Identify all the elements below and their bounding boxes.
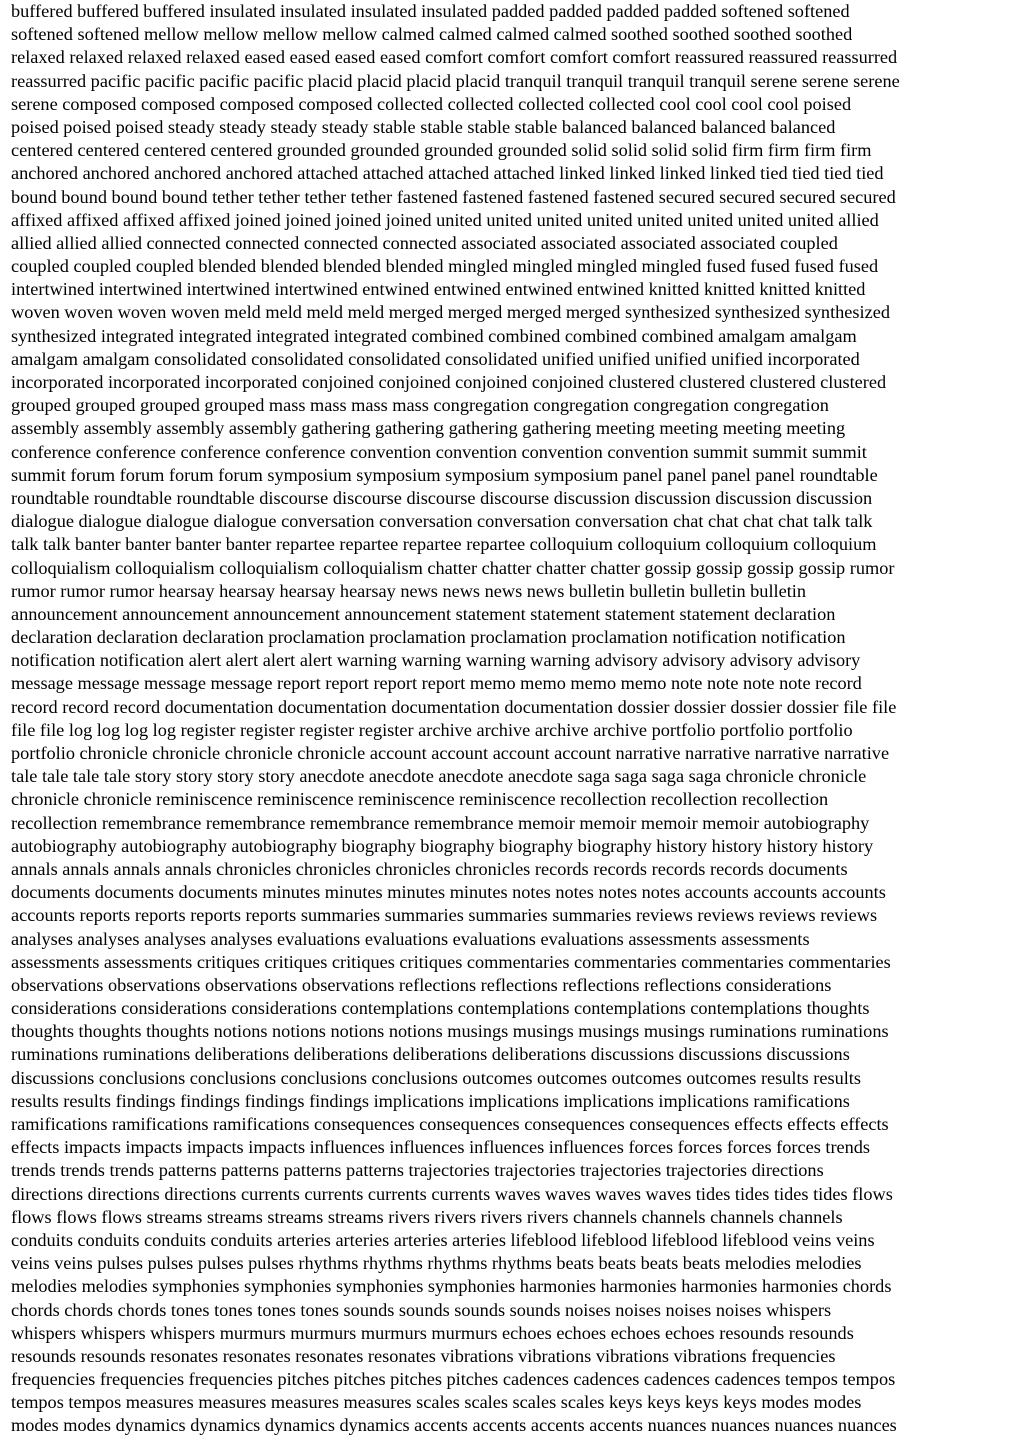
text-line: documents documents documents minutes minutes minutes minutes notes notes notes notes accounts accounts accounts	[11, 882, 886, 903]
text-line: relaxed relaxed relaxed relaxed eased eased eased eased comfort comfort comfort comfort reassured reassured reassurred	[11, 47, 898, 68]
text-line	[11, 1438, 1013, 1446]
text-line: roundtable roundtable roundtable discourse discourse discourse discourse discussion discussion discussion discussion	[11, 487, 873, 508]
text-line: flows flows flows streams streams streams streams rivers rivers rivers rivers channels channels channels channels	[11, 1206, 843, 1227]
text-line: amalgam amalgam consolidated consolidated consolidated consolidated unified unified unified unified incorporated	[11, 348, 860, 369]
text-line: announcement announcement announcement announcement statement statement statement statement declaration	[11, 603, 836, 624]
text-line: serene composed composed composed composed collected collected collected collected cool cool cool cool poised	[11, 93, 852, 114]
text-line: considerations considerations considerations contemplations contemplations contemplations contemplations thoughts	[11, 998, 870, 1019]
text-line: observations observations observations observations reflections reflections reflections reflections considerations	[11, 974, 832, 995]
text-line: portfolio chronicle chronicle chronicle chronicle account account account account narrative narrative narrative narrative	[11, 743, 890, 763]
text-line: resounds resounds resonates resonates resonates resonates vibrations vibrations vibrations vibrations frequencies	[11, 1345, 836, 1366]
text-line: veins veins pulses pulses pulses pulses rhythms rhythms rhythms rhythms beats beats beats beats melodies melodies	[11, 1253, 862, 1274]
text-line: message message message message report report report report memo memo memo memo note note note note record	[11, 673, 862, 694]
text-line: modes modes dynamics dynamics dynamics dynamics accents accents accents accents nuances nuances nuances nuances	[11, 1415, 897, 1436]
text-line: affixed affixed affixed affixed joined joined joined joined united united united united united united united united allied	[11, 209, 879, 230]
text-line: anchored anchored anchored anchored attached attached attached attached linked linked linked linked tied tied tied tied	[11, 163, 884, 184]
text-line: chronicle chronicle reminiscence reminiscence reminiscence reminiscence recollection recollection recollection	[11, 789, 829, 810]
text-line: notification notification alert alert alert alert warning warning warning warning advisory advisory advisory advisory	[11, 650, 861, 671]
text-line: thoughts thoughts thoughts notions notions notions notions musings musings musings musings ruminations ruminations	[11, 1021, 889, 1042]
text-line: allied allied allied connected connected connected connected associated associated associated associated coupled	[11, 232, 838, 253]
text-line: dialogue dialogue dialogue dialogue conversation conversation conversation conversation chat chat chat chat talk talk	[11, 511, 873, 532]
text-line: summit forum forum forum forum symposium symposium symposium symposium panel panel panel panel roundtable	[11, 464, 878, 485]
text-line: frequencies frequencies frequencies pitches pitches pitches pitches cadences cadences cadences cadences tempos tempos	[11, 1369, 896, 1390]
text-line: conduits conduits conduits conduits arteries arteries arteries arteries lifeblood lifeblood lifeblood lifeblood veins veins	[11, 1229, 875, 1250]
text-line: discussions conclusions conclusions conclusions conclusions outcomes outcomes outcomes outcomes results results	[11, 1067, 861, 1088]
text-line: rumor rumor rumor hearsay hearsay hearsay hearsay news news news news bulletin bulletin bulletin bulletin	[11, 580, 807, 601]
text-line: colloquialism colloquialism colloquialism colloquialism chatter chatter chatter chatter gossip gossip gossip gossip rumor	[11, 557, 895, 578]
text-line: ruminations ruminations deliberations deliberations deliberations deliberations discussions discussions discussions	[11, 1044, 850, 1065]
text-line: tale tale tale tale story story story story anecdote anecdote anecdote anecdote saga saga saga saga chronicle chronicle	[11, 766, 867, 787]
text-line: analyses analyses analyses analyses evaluations evaluations evaluations evaluations assessments assessments	[11, 928, 810, 949]
text-line: coupled coupled coupled blended blended blended blended mingled mingled mingled mingled fused fused fused fused	[11, 256, 879, 277]
text-line: record record record documentation documentation documentation documentation dossier dossier dossier dossier file file	[11, 696, 897, 717]
text-line: accounts reports reports reports reports summaries summaries summaries summaries reviews reviews reviews reviews	[11, 905, 878, 926]
text-line: assembly assembly assembly assembly gathering gathering gathering gathering meeting meeting meeting meeting	[11, 418, 846, 439]
text-line: incorporated incorporated incorporated conjoined conjoined conjoined conjoined clustered clustered clustered clustered	[11, 372, 887, 392]
text-line: effects impacts impacts impacts impacts influences influences influences influences forces forces forces forces trends	[11, 1137, 871, 1158]
text-line: ramifications ramifications ramifications consequences consequences consequences consequences effects effects effects	[11, 1114, 889, 1134]
text-line: directions directions directions currents currents currents currents waves waves waves waves tides tides tides tides flows	[11, 1183, 893, 1204]
text-line: assessments assessments critiques critiques critiques critiques commentaries commentaries commentaries commentaries	[11, 951, 891, 972]
text-line: synthesized integrated integrated integrated integrated combined combined combined combined amalgam amalgam	[11, 325, 857, 346]
text-line: talk talk banter banter banter banter repartee repartee repartee repartee colloquium colloquium colloquium colloquium	[11, 534, 877, 555]
text-line: reassurred pacific pacific pacific pacific placid placid placid placid tranquil tranquil tranquil tranquil serene serene serene	[11, 70, 900, 91]
text-line: trends trends trends patterns patterns patterns patterns trajectories trajectories trajectories trajectories directions	[11, 1160, 824, 1181]
text-line: results results findings findings findings findings implications implications implications implications ramifications	[11, 1090, 850, 1111]
text-line: melodies melodies symphonies symphonies symphonies symphonies harmonies harmonies harmonies harmonies chords	[11, 1276, 892, 1297]
text-line: chords chords chords tones tones tones tones sounds sounds sounds sounds noises noises noises noises whispers	[11, 1299, 832, 1320]
text-line: buffered buffered buffered insulated insulated insulated insulated padded padded padded padded softened softened	[11, 1, 850, 21]
text-line: annals annals annals annals chronicles chronicles chronicles chronicles records records records records documents	[11, 858, 848, 879]
text-line: softened softened mellow mellow mellow mellow calmed calmed calmed calmed soothed soothed soothed soothed	[11, 24, 853, 45]
text-line: grouped grouped grouped grouped mass mass mass mass congregation congregation congregation congregation	[11, 395, 829, 416]
text-line: tempos tempos measures measures measures measures scales scales scales scales keys keys keys keys modes modes	[11, 1392, 862, 1413]
text-line: recollection remembrance remembrance remembrance remembrance memoir memoir memoir memoir autobiography	[11, 812, 870, 833]
text-line: autobiography autobiography autobiography biography biography biography biography history history history history	[11, 835, 874, 856]
text-line: whispers whispers whispers murmurs murmurs murmurs murmurs echoes echoes echoes echoes resounds resounds	[11, 1322, 854, 1343]
text-line: declaration declaration declaration proclamation proclamation proclamation proclamation notification notification	[11, 627, 846, 648]
text-line: centered centered centered centered grounded grounded grounded grounded solid solid solid solid firm firm firm firm	[11, 140, 872, 161]
text-line: conference conference conference conference convention convention convention convention summit summit summit	[11, 441, 867, 462]
text-line: poised poised poised steady steady steady steady stable stable stable stable balanced balanced balanced balanced	[11, 116, 836, 137]
text-line: file file log log log log register register register register archive archive archive archive portfolio portfolio portfolio	[11, 719, 853, 740]
text-line: bound bound bound bound tether tether tether tether fastened fastened fastened fastened secured secured secured secured	[11, 186, 896, 207]
text-line: woven woven woven woven meld meld meld meld merged merged merged merged synthesized synthesized synthesized	[11, 302, 890, 323]
text-line: intertwined intertwined intertwined intertwined entwined entwined entwined entwined knitted knitted knitted knitted	[11, 279, 866, 300]
